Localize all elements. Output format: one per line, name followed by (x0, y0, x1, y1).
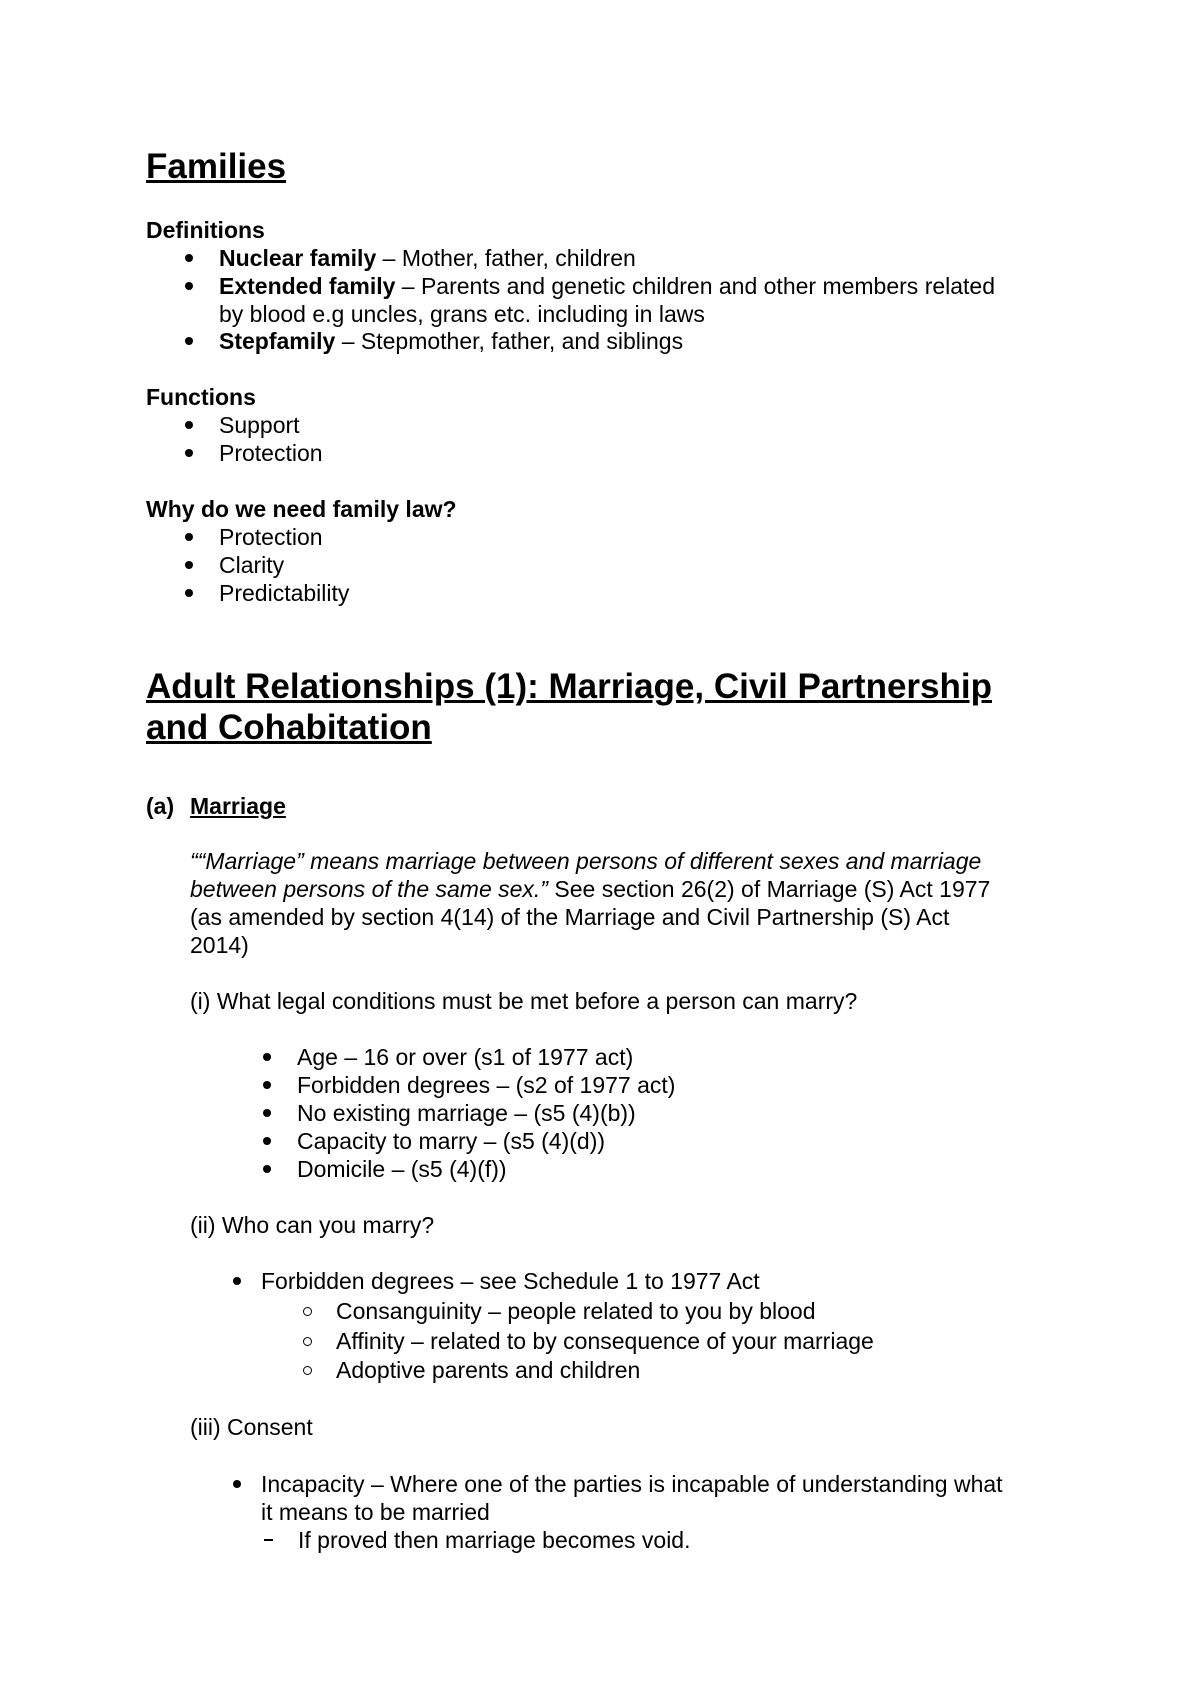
definition-text: – Parents and genetic children and other members related (395, 273, 996, 299)
consent-heading: (iii) Consent (190, 1414, 313, 1440)
bullet-icon (185, 533, 193, 541)
definition-term: Extended family (219, 273, 396, 299)
who-subitem: Adoptive parents and children (336, 1357, 641, 1383)
list-item: Clarity (219, 552, 285, 578)
definition-item (219, 244, 636, 272)
bullet-icon (233, 1480, 241, 1488)
adult-relationships-title: Adult Relationships (1): Marriage, Civil Partnership (146, 667, 992, 706)
list-item: Protection (219, 440, 323, 466)
bullet-icon (185, 589, 193, 597)
consent-item-cont: it means to be married (261, 1499, 490, 1525)
definition-text: – Stepmother, father, and siblings (335, 328, 684, 354)
condition-item: Forbidden degrees – (s2 of 1977 act) (297, 1072, 676, 1098)
list-item: Support (219, 412, 300, 438)
marriage-citation-line: 2014) (190, 932, 249, 958)
definition-item (219, 272, 995, 300)
who-item: Forbidden degrees – see Schedule 1 to 1977 Act (261, 1268, 760, 1294)
bullet-icon (185, 561, 193, 569)
circle-bullet-icon (303, 1337, 312, 1346)
list-item: Protection (219, 524, 323, 550)
bullet-icon (233, 1277, 241, 1285)
bullet-icon (263, 1109, 271, 1117)
bullet-icon (185, 421, 193, 429)
bullet-icon (185, 337, 193, 345)
who-subitem: Consanguinity – people related to you by blood (336, 1298, 816, 1324)
definition-term: Nuclear family (219, 245, 377, 271)
condition-item: No existing marriage – (s5 (4)(b)) (297, 1100, 636, 1126)
marriage-citation: See section 26(2) of Marriage (S) Act 1977 (547, 876, 991, 902)
adult-relationships-title-cont: and Cohabitation (146, 708, 432, 747)
definition-term: Stepfamily (219, 328, 336, 354)
marriage-label: (a) (146, 793, 175, 819)
marriage-quote-end: between persons of the same sex.” (190, 876, 548, 902)
bullet-icon (263, 1081, 271, 1089)
consent-dash-item: If proved then marriage becomes void. (298, 1527, 691, 1553)
list-item: Predictability (219, 580, 350, 606)
bullet-icon (263, 1165, 271, 1173)
who-heading: (ii) Who can you marry? (190, 1212, 435, 1238)
bullet-icon (185, 254, 193, 262)
who-subitem: Affinity – related to by consequence of your marriage (336, 1328, 874, 1354)
bullet-icon (185, 449, 193, 457)
families-title: Families (146, 147, 287, 186)
bullet-icon (263, 1053, 271, 1061)
definition-item (219, 327, 683, 355)
dash-bullet-icon (264, 1539, 273, 1541)
functions-heading: Functions (146, 384, 256, 410)
bullet-icon (185, 282, 193, 290)
condition-item: Domicile – (s5 (4)(f)) (297, 1156, 507, 1182)
definitions-heading: Definitions (146, 217, 265, 243)
circle-bullet-icon (303, 1366, 312, 1375)
condition-item: Age – 16 or over (s1 of 1977 act) (297, 1044, 634, 1070)
circle-bullet-icon (303, 1307, 312, 1316)
condition-item: Capacity to marry – (s5 (4)(d)) (297, 1128, 606, 1154)
marriage-heading: Marriage (190, 793, 286, 819)
consent-item: Incapacity – Where one of the parties is incapable of understanding what (261, 1471, 1003, 1497)
marriage-quote: ““Marriage” means marriage between persons of different sexes and marriage (190, 848, 982, 874)
definition-continuation: by blood e.g uncles, grans etc. including in laws (219, 301, 705, 327)
bullet-icon (263, 1137, 271, 1145)
definition-text: – Mother, father, children (376, 245, 636, 271)
marriage-citation-line: (as amended by section 4(14) of the Marriage and Civil Partnership (S) Act (190, 904, 950, 930)
why-heading: Why do we need family law? (146, 496, 457, 522)
marriage-quote-line (190, 875, 990, 903)
conditions-heading: (i) What legal conditions must be met before a person can marry? (190, 988, 858, 1014)
